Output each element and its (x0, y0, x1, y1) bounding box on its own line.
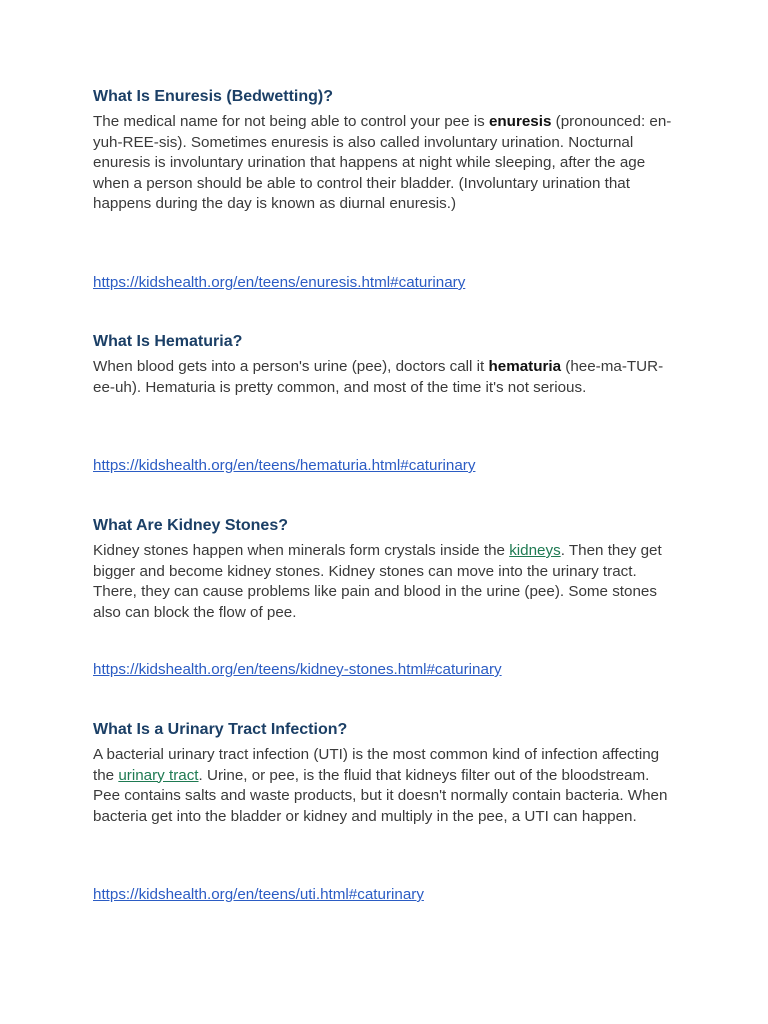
paragraph-text: The medical name for not being able to control your pee is (93, 113, 489, 130)
paragraph-text: . Urine, or pee, is the fluid that kidneys filter out of the bloodstream. Pee contains salts and waste products, but it doesn't normally contain bacteria. When bacteria get into the bladder or kidney and multiply in the pee, a UTI can happen. (93, 766, 668, 825)
url-link-enuresis[interactable]: https://kidshealth.org/en/teens/enuresis.html#caturinary (93, 274, 466, 291)
paragraph-uti (93, 745, 673, 827)
section-enuresis (93, 86, 673, 215)
paragraph-enuresis (93, 112, 673, 215)
inline-link-urinary-tract[interactable]: urinary tract (118, 766, 199, 784)
paragraph-text: Kidney stones happen when minerals form crystals inside the (93, 542, 510, 559)
heading-kidney-stones: What Are Kidney Stones? (93, 517, 288, 534)
heading-uti: What Is a Urinary Tract Infection? (93, 721, 348, 738)
paragraph-text: . Then they get bigger and become kidney stones. Kidney stones can move into the urinary tract. There, they can cause problems like pain and blood in the urine (pee). Some stones also can block the flow of pee. (93, 542, 662, 621)
url-link-kidney-stones[interactable]: https://kidshealth.org/en/teens/kidney-stones.html#caturinary (93, 661, 502, 678)
inline-link-kidneys[interactable]: kidneys (509, 542, 561, 559)
section-hematuria (93, 331, 673, 398)
paragraph-text: (hee-ma-TUR-ee-uh). Hematuria is pretty common, and most of the time it's not serious. (93, 358, 664, 396)
paragraph-kidney-stones (93, 541, 673, 623)
paragraph-text: (pronounced: en-yuh-REE-sis). Sometimes enuresis is also called involuntary urination. Nocturnal enuresis is involuntary urination that happens at night while sleeping, after the age when a person should be able to control their bladder. (Involuntary urination that happens during the day is known as diurnal enuresis.) (93, 113, 672, 212)
heading-hematuria: What Is Hematuria? (93, 333, 243, 350)
paragraph-hematuria (93, 357, 673, 398)
paragraph-text: When blood gets into a person's urine (pee), doctors call it (93, 358, 489, 375)
bold-term-hematuria: hematuria (488, 358, 562, 375)
section-uti (93, 719, 673, 827)
heading-enuresis: What Is Enuresis (Bedwetting)? (93, 88, 334, 105)
bold-term-enuresis: enuresis (488, 113, 552, 130)
url-link-hematuria[interactable]: https://kidshealth.org/en/teens/hematuria.html#caturinary (93, 457, 476, 474)
paragraph-text: A bacterial urinary tract infection (UTI) is the most common kind of infection affecting the (93, 746, 660, 784)
url-link-uti[interactable]: https://kidshealth.org/en/teens/uti.html#caturinary (93, 886, 424, 903)
section-kidney-stones (93, 515, 673, 623)
